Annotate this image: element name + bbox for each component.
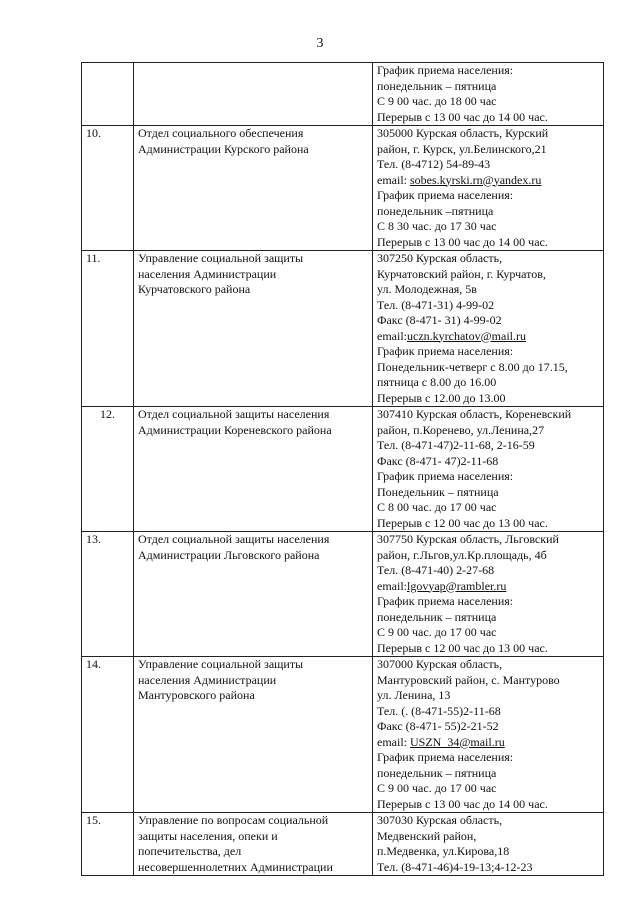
email-label: email: [377,734,410,749]
table-row [82,126,604,251]
contact-info-line: понедельник – пятница [377,609,497,624]
table-row [82,657,604,813]
contact-info-line: 307030 Курская область, [377,813,503,827]
contact-info-line: понедельник –пятница [377,203,494,218]
contact-info-line: район, п.Коренево, ул.Ленина,27 [377,422,545,437]
contact-info-line: Тел. (8-471-40) 2-27-68 [377,563,495,577]
organization-name-line: Управление социальной защиты [138,657,304,671]
contact-info [373,63,604,126]
email-line [377,579,599,595]
contact-info-line: Перерыв с 13 00 час до 14 00 час. [377,234,548,249]
table-row [82,813,604,876]
contact-info-line: С 9 00 час. до 18 00 час [377,94,497,108]
contact-info-line: район, г.Льгов,ул.Кр.площадь, 4б [377,547,547,562]
contact-info-line: ул. Молодежная, 5в [377,282,477,296]
organization-name-line: населения Администрации [138,672,277,687]
row-number: 15. [82,813,134,876]
organization-name-line: Отдел социального обеспечения [138,126,304,140]
contact-info-line: Тел. (8-4712) 54-89-43 [377,157,491,171]
row-number [82,63,134,126]
contact-info-line: График приема населения: [377,188,514,202]
row-number: 10. [82,126,134,251]
organization-name-line: Управление социальной защиты [138,251,304,265]
row-number: 12. [82,407,134,532]
contact-info-line: 307250 Курская область, [377,251,503,265]
contact-info [373,532,604,657]
organization-name-line: Администрации Курского района [138,141,309,156]
row-number: 13. [82,532,134,657]
contact-info [373,407,604,532]
contact-info-line: 307410 Курская область, Кореневский [377,407,572,421]
organization-name [134,126,373,251]
contact-info-line: График приема населения: [377,63,514,77]
organization-name-line: Отдел социальной защиты населения [138,407,330,421]
contact-info-line: Тел. (8-471-47)2-11-68, 2-16-59 [377,438,535,452]
organization-name [134,63,373,126]
email-link[interactable]: sobes.kyrski.rn@yandex.ru [410,172,542,187]
organization-name-line: несовершеннолетних Администрации [138,859,333,874]
contact-info-line: район, г. Курск, ул.Белинского,21 [377,141,547,156]
contact-info-line: Факс (8-471- 31) 4-99-02 [377,313,502,327]
contact-info [373,813,604,876]
contact-info-line: Тел. (8-471-46)4-19-13;4-12-23 [377,859,533,874]
organization-name-line: населения Администрации [138,266,277,281]
contact-info-line: Курчатовский район, г. Курчатов, [377,266,546,281]
organization-name-line: защиты населения, опеки и [138,828,278,843]
organization-name-line: Мантуровского района [138,688,255,702]
contact-info-line: С 9 00 час. до 17 00 час [377,625,497,639]
table-row [82,532,604,657]
contact-info-line: 307000 Курская область, [377,657,503,671]
organization-name-line: Отдел социальной защиты населения [138,532,330,546]
contact-info-line: ул. Ленина, 13 [377,688,451,702]
contact-info-line: График приема населения: [377,469,514,483]
email-line [377,329,599,345]
contact-info-line: Перерыв с 13 00 час до 14 00 час. [377,109,548,124]
email-link[interactable]: lgovyap@rambler.ru [407,578,507,593]
contact-info-line: Перерыв с 12 00 час до 13 00 час. [377,640,548,655]
email-link[interactable]: uczn.kyrchatov@mail.ru [407,328,527,343]
contact-info-line: Тел. (8-471-31) 4-99-02 [377,297,495,312]
contact-info-line: С 8 30 час. до 17 30 час [377,219,497,233]
row-number: 14. [82,657,134,813]
organization-name [134,657,373,813]
contact-info-line: 307750 Курская область, Льговский [377,532,559,546]
organization-name-line: Администрации Кореневского района [138,422,332,437]
contact-info-line: Факс (8-471- 47)2-11-68 [377,453,499,468]
contact-info-line: График приема населения: [377,344,514,358]
email-label: email: [377,578,407,593]
organization-name-line: Администрации Льговского района [138,547,320,562]
contact-info-line: Понедельник-четверг с 8.00 до 17.15, [377,359,568,374]
contact-info [373,126,604,251]
contact-info-line: График приема населения: [377,594,514,608]
organization-name-line: Управление по вопросам социальной [138,813,329,827]
email-label: email: [377,328,407,343]
table-row [82,63,604,126]
contact-info-line: 305000 Курская область, Курский [377,126,549,140]
organization-name [134,813,373,876]
contact-info [373,251,604,407]
organization-name [134,251,373,407]
organization-name-line: Курчатовского района [138,282,251,296]
organization-name [134,407,373,532]
contact-info-line: Тел. (. (8-471-55)2-11-68 [377,703,501,718]
row-number: 11. [82,251,134,407]
contact-info-line: Перерыв с 12 00 час до 13 00 час. [377,515,548,530]
email-label: email: [377,172,410,187]
email-line [377,735,599,751]
table-row [82,407,604,532]
contact-info-line: пятница с 8.00 до 16.00 [377,375,497,389]
organization-name-line: попечительства, дел [138,844,242,858]
contact-info-line: Медвенский район, [377,828,477,843]
contact-info [373,657,604,813]
contacts-table [81,62,604,876]
contact-info-line: С 9 00 час. до 17 00 час [377,781,497,795]
table-body [82,63,604,876]
contact-info-line: Понедельник – пятница [377,484,499,499]
contact-info-line: Факс (8-471- 55)2-21-52 [377,719,499,733]
contact-info-line: понедельник – пятница [377,78,497,93]
contact-info-line: Перерыв с 13 00 час до 14 00 час. [377,796,548,811]
organization-name [134,532,373,657]
email-link[interactable]: USZN_34@mail.ru [410,734,505,749]
contact-info-line: Мантуровский район, с. Мантурово [377,672,560,687]
contact-info-line: п.Медвенка, ул.Кирова,18 [377,844,510,858]
contact-info-line: График приема населения: [377,750,514,764]
contact-info-line: Перерыв с 12.00 до 13.00 [377,390,506,405]
table-row [82,251,604,407]
email-line [377,173,599,189]
contact-info-line: понедельник – пятница [377,765,497,780]
contact-info-line: С 8 00 час. до 17 00 час [377,500,497,514]
page-number: 3 [316,36,324,51]
